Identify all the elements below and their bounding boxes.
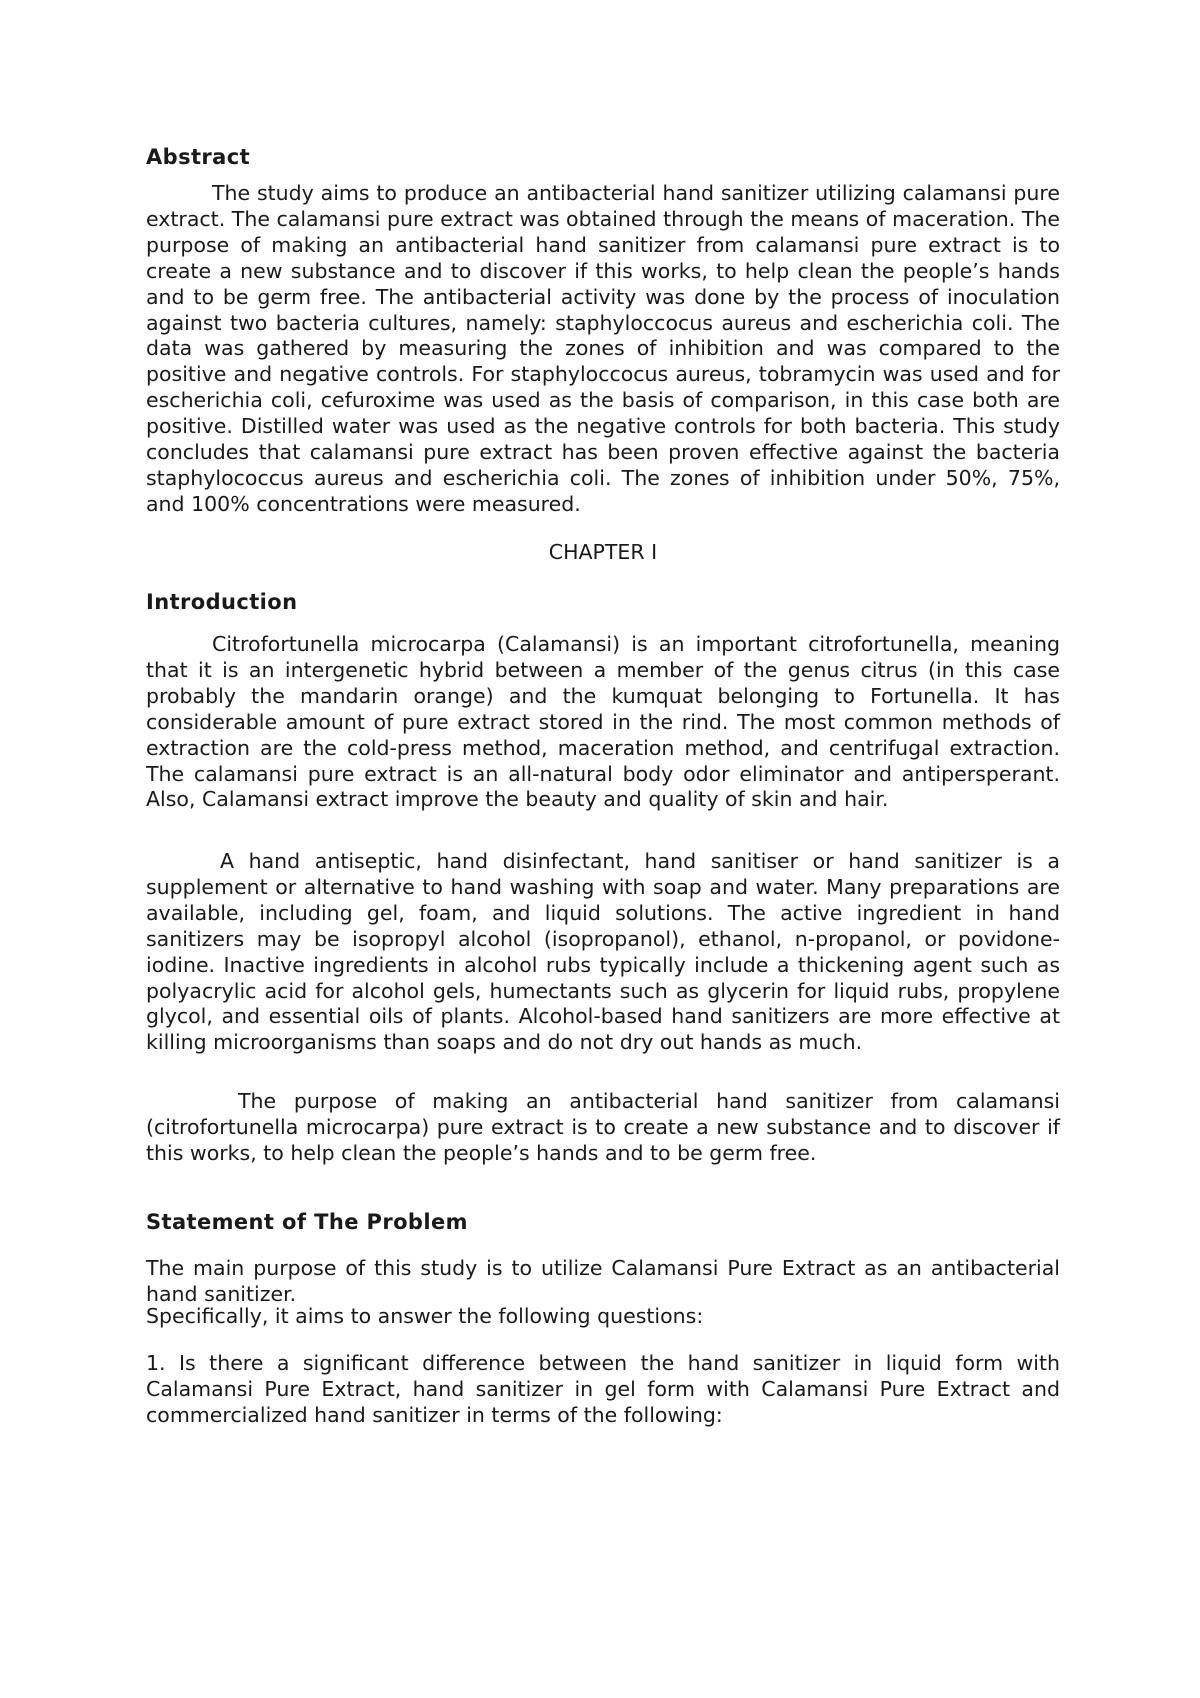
problem-specific: Specifically, it aims to answer the following questions:	[146, 1304, 704, 1328]
abstract-heading: Abstract	[146, 145, 251, 169]
introduction-paragraph-1: Citrofortunella microcarpa (Calamansi) is an important citrofortunella, meaning that it is an intergenetic hybrid between a member of the genus citrus (in this case probably the mandarin orange) and the kumquat belonging to Fortunella. It has considerable amount of pure extract stored in the rind. The most common methods of extraction are the cold-press method, maceration method, and centrifugal extraction. The calamansi pure extract is an all-natural body odor eliminator and antipersperant. Also, Calamansi extract improve the beauty and quality of skin and hair.	[146, 632, 1060, 812]
problem-heading: Statement of The Problem	[146, 1210, 468, 1234]
chapter-title: CHAPTER I	[548, 540, 658, 564]
introduction-heading: Introduction	[146, 590, 298, 614]
introduction-paragraph-3: The purpose of making an antibacterial hand sanitizer from calamansi (citrofortunella microcarpa) pure extract is to create a new substance and to discover if this works, to help clean the people’s hands and to be germ free.	[146, 1089, 1060, 1165]
problem-question-1: 1. Is there a significant difference between the hand sanitizer in liquid form with Calamansi Pure Extract, hand sanitizer in gel form with Calamansi Pure Extract and commercialized hand sanitizer in terms of the following:	[146, 1351, 1060, 1427]
abstract-body: The study aims to produce an antibacterial hand sanitizer utilizing calamansi pure extract. The calamansi pure extract was obtained through the means of maceration. The purpose of making an antibacterial hand sanitizer from calamansi pure extract is to create a new substance and to discover if this works, to help clean the people’s hands and to be germ free. The antibacterial activity was done by the process of inoculation against two bacteria cultures, namely: staphyloccocus aureus and escherichia coli. The data was gathered by measuring the zones of inhibition and was compared to the positive and negative controls. For staphyloccocus aureus, tobramycin was used and for escherichia coli, cefuroxime was used as the basis of comparison, in this case both are positive. Distilled water was used as the negative controls for both bacteria. This study concludes that calamansi pure extract has been proven effective against the bacteria staphylococcus aureus and escherichia coli. The zones of inhibition under 50%, 75%, and 100% concentrations were measured.	[146, 181, 1060, 516]
problem-intro: The main purpose of this study is to utilize Calamansi Pure Extract as an antibacterial hand sanitizer.	[146, 1256, 1060, 1306]
introduction-paragraph-2: A hand antiseptic, hand disinfectant, hand sanitiser or hand sanitizer is a supplement or alternative to hand washing with soap and water. Many preparations are available, including gel, foam, and liquid solutions. The active ingredient in hand sanitizers may be isopropyl alcohol (isopropanol), ethanol, n-propanol, or povidone-iodine. Inactive ingredients in alcohol rubs typically include a thickening agent such as polyacrylic acid for alcohol gels, humectants such as glycerin for liquid rubs, propylene glycol, and essential oils of plants. Alcohol-based hand sanitizers are more effective at killing microorganisms than soaps and do not dry out hands as much.	[146, 849, 1060, 1055]
